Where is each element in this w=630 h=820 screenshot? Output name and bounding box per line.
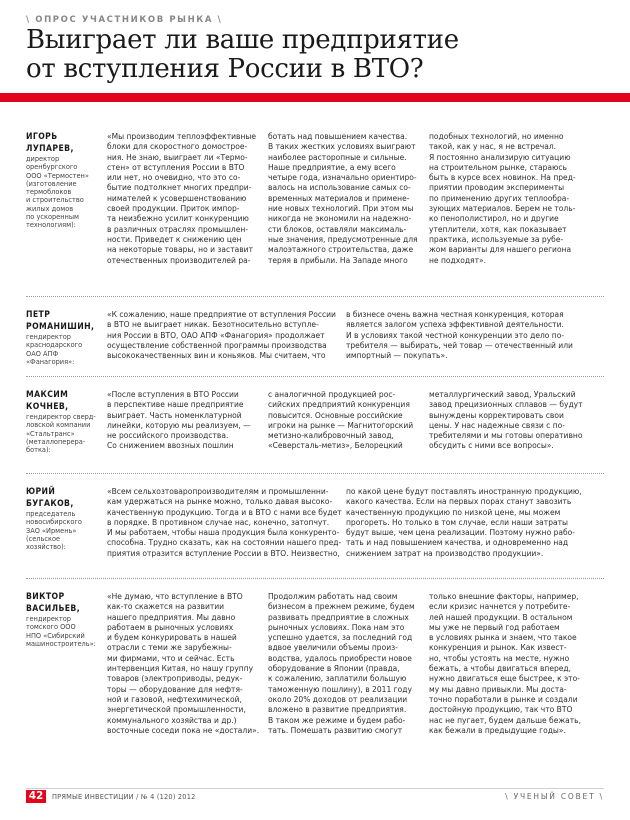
quote-line: блоки для скоростного домострое- — [107, 142, 248, 152]
title-line-1: Выиграет ли ваше предприятие — [26, 25, 459, 55]
quote-line: приятии проводим эксперименты — [429, 183, 565, 193]
quote-line: мы уже не первый год работаем — [429, 622, 560, 632]
quote-line: жом варианты для нашего региона — [429, 245, 572, 255]
quote-line: му мы давно привыкли. Мы доста- — [429, 684, 567, 694]
respondent-position-line: новосибирского — [26, 518, 82, 527]
respondent-position-line: технологиям): — [26, 221, 76, 230]
quote-line: отрасли с теми же зарубежны- — [107, 643, 232, 653]
quote-line: или нет, но очевидно, что это со- — [107, 173, 241, 183]
quote-line: восточные соседи пока не «достали». — [107, 725, 260, 735]
quote-line: работаем в рыночных условиях — [107, 622, 234, 632]
quote-line: тать. Помешать развитию смогут — [268, 725, 403, 735]
red-accent-bar — [0, 93, 630, 102]
quote-line: является залогом успеха эффективной деятельности. — [346, 320, 564, 330]
quote-line: вынуждены корректировать свои — [429, 410, 564, 420]
quote-line: на некоторые товары, но и заставит — [107, 245, 253, 255]
respondent-name: ВАСИЛЬЕВ, — [26, 603, 81, 614]
quote-line: интервенция Китая, но нашу группу — [107, 664, 254, 674]
quote-line: подобных технологий, но именно — [429, 132, 564, 141]
section-label: \ УЧЕНЫЙ СОВЕТ \ — [505, 792, 604, 801]
quote-line: нашего предприятия. Мы давно — [107, 612, 236, 622]
respondent-position-line: по ускоренным — [26, 213, 80, 222]
quote-line: в бизнесе очень важна честная конкуренция, которая — [346, 310, 564, 319]
respondent-position-line: ловской компании — [26, 421, 91, 430]
quote-line: зующих материалов. Берем не толь- — [429, 204, 576, 214]
quote-line: какого качества. Если на первых порах станут завозить — [346, 497, 572, 507]
quote-column — [107, 592, 265, 736]
quote-line: бизнесом в прежнем режиме, будем — [268, 602, 415, 612]
quote-line: быть в курсе всех новинок. На пред- — [429, 173, 576, 183]
quote-line: развивать предприятие в сложных — [268, 612, 409, 622]
quote-line: утеплители, хотя, как показывает — [429, 224, 567, 234]
respondent-position-line: гендиректор — [26, 333, 71, 341]
quote-line: как-то скажется на развитии — [107, 602, 225, 612]
quote-line: никогда не экономили на надежно- — [268, 214, 412, 224]
quote-line: около 20% доходов от реализации — [268, 694, 408, 704]
quote-line: такой, как у нас, я не встречал. — [429, 142, 557, 152]
quote-line: метизно-калибровочный завод, — [268, 431, 394, 441]
respondent-name: РОМАНИШИН, — [26, 321, 95, 332]
respondent-position-line: «Стальтранс» — [26, 429, 75, 438]
respondent-position-line: (изготовление — [26, 179, 77, 188]
quote-line: завод прецизионных сплавов — будут — [429, 400, 583, 410]
quote-line: в различных отраслях промышлен- — [107, 224, 249, 234]
quote-line: «Не думаю, что вступление в ВТО — [107, 592, 243, 601]
section-divider — [26, 376, 604, 377]
quote-line: отечественных производителей ра- — [107, 255, 251, 265]
quote-line: нужно двигаться еще быстрее, к это- — [429, 674, 580, 684]
respondent-name: БУГАКОВ, — [26, 498, 74, 509]
quote-line: повысится. Основные российские — [268, 410, 403, 420]
respondent-name: ИГОРЬ — [26, 132, 58, 142]
quote-column — [268, 390, 426, 452]
quote-line: торы — оборудование для нефтя- — [107, 684, 243, 694]
quote-line: та неизбежно усилит конкуренцию — [107, 214, 249, 224]
respondent-name: ЛУПАРЕВ, — [26, 143, 74, 154]
quote-column — [268, 592, 426, 736]
quote-column — [268, 132, 426, 266]
respondent-position-line: гендиректор сверд- — [26, 413, 96, 421]
respondent-name: КОЧНЕВ, — [26, 401, 69, 412]
quote-line: обсудить с ними все вопросы». — [429, 441, 554, 451]
respondent-position-line: (металлоперера- — [26, 437, 86, 446]
quote-line: конкуренция и рынок. Как извест- — [429, 643, 567, 653]
respondent-position-line: жилых домов — [26, 204, 74, 213]
quote-line: прогореть. Но только в том случае, если наши затраты — [346, 517, 568, 527]
respondent-name: ВИКТОР — [26, 592, 65, 602]
quote-line: рыночных условиях. Пока нам это — [268, 622, 405, 632]
quote-line: стен» от вступления России в ВТО — [107, 162, 245, 172]
quote-line: энергетической промышленности, — [107, 705, 246, 715]
quote-line: Я постоянно анализирую ситуацию — [429, 152, 571, 162]
respondent-position-line: оренбургского — [26, 163, 78, 172]
quote-line: «Всем сельхозтоваропроизводителям и промышленни- — [107, 487, 329, 496]
respondent-position-line: ЗАО «Ирмень» — [26, 526, 77, 535]
quote-line: малоэтажного строительства, даже — [268, 245, 414, 255]
quote-line: ния. Не знаю, выиграет ли «Термо- — [107, 152, 248, 162]
quote-line: «После вступления в ВТО России — [107, 390, 239, 399]
respondent-position-line: «Фанагория»: — [26, 357, 75, 366]
quote-line: качественную продукцию. Тогда и в ВТО с нами все будет — [107, 507, 342, 517]
respondent-position-line: машиностроитель»: — [26, 639, 96, 648]
respondent-position-line: НПО «Сибирский — [26, 631, 85, 640]
quote-line: «Северсталь-метиз», Белорецкий — [268, 441, 403, 451]
respondent-position-line: термоблоков — [26, 188, 72, 197]
quote-column — [107, 390, 265, 452]
quote-line: цены. У нас надежные связи с по- — [429, 420, 566, 430]
respondent-position-line: ООО «Термостен» — [26, 171, 89, 180]
quote-line: снижением затрат на производство продукции». — [346, 548, 544, 558]
footer-rule — [26, 788, 604, 789]
quote-line: достойную продукцию, так что ВТО — [429, 705, 573, 715]
quote-column — [429, 390, 594, 452]
quote-line: сийских предприятий конкуренция — [268, 400, 410, 410]
page-title — [26, 26, 606, 84]
quote-line: четыре года, изначально ориентиро- — [268, 173, 417, 183]
quote-line: ния России в ВТО, ОАО АПФ «Фанагория» продолжает — [107, 330, 325, 340]
quote-line: коммунального хозяйства и др.) — [107, 715, 237, 725]
quote-line: высококачественных вин и коньяков. Мы считаем, что — [107, 351, 326, 361]
quote-line: своей продукции. Приток импор- — [107, 204, 240, 214]
respondent-position-line: хозяйство): — [26, 543, 66, 552]
quote-line: в порядке. В противном случае нас, конечно, затопчут. — [107, 517, 330, 527]
quote-line: линейки, которую мы реализуем, — — [107, 420, 251, 430]
quote-line: точно поработали в рынке и создали — [429, 694, 578, 704]
quote-line: как бежали в предыдущие годы». — [429, 725, 566, 735]
title-line-2: от вступления России в ВТО? — [26, 54, 424, 84]
quote-column — [429, 592, 594, 736]
quote-line: нимателей к усовершенствованию — [107, 193, 247, 203]
quote-line: ности. Приведет к снижению цен — [107, 234, 242, 244]
quote-line: таможенную пошлину), в 2011 году — [268, 684, 412, 694]
quote-column — [346, 487, 586, 559]
quote-line: по какой цене будут поставлять иностранную продукцию, — [346, 487, 582, 496]
quote-line: временных материалов и примене- — [268, 193, 410, 203]
quote-line: если кризис начнется у потребите- — [429, 602, 571, 612]
quote-line: требителя — выбирать, чей товар — отечественный или — [346, 340, 573, 350]
quote-line: вдвое увеличили объемы произ- — [268, 643, 398, 653]
rubric: \ ОПРОС УЧАСТНИКОВ РЫНКА \ — [26, 15, 223, 25]
quote-line: качественную продукцию по низкой цене, мы можем — [346, 507, 561, 517]
quote-line: Продолжим работать над своим — [268, 592, 398, 601]
respondent-position-line: томского ООО — [26, 623, 76, 632]
quote-line: теряя в прибыли. На Западе много — [268, 255, 408, 265]
quote-line: только внешние факторы, например, — [429, 592, 579, 601]
quote-line: В таких жестких условиях выиграют — [268, 142, 416, 152]
quote-line: оборудование в Японии (правда, — [268, 664, 400, 674]
respondent-position-line: ботка): — [26, 446, 51, 455]
quote-line: ми фирмами, что и сейчас. Есть — [107, 653, 235, 663]
respondent-name: МАКСИМ — [26, 390, 69, 400]
quote-line: приятия отразится вступление России в ВТО. Неизвестно, — [107, 548, 340, 558]
quote-column — [107, 487, 342, 559]
section-divider — [26, 296, 604, 297]
quote-line: будут выше, чем цена реализации. Поэтому нужно рабо- — [346, 528, 576, 538]
quote-line: лей нашей продукции. В остальном — [429, 612, 573, 622]
quote-line: нас не пугает, будем дальше бежать, — [429, 715, 582, 725]
quote-line: способна. Трудно сказать, как на состоянии нашего пред- — [107, 538, 342, 548]
quote-line: валось на использование самых со- — [268, 183, 411, 193]
quote-line: бежать, а чтобы двигаться вперед, — [429, 664, 572, 674]
quote-line: ко пенополистирол, но и другие — [429, 214, 559, 224]
respondent-position-line: (сельское — [26, 534, 61, 543]
quote-line: ные значения, предусмотренные для — [268, 234, 418, 244]
quote-line: в ВТО не выиграет никак. Безотносительно вступле- — [107, 320, 319, 330]
quote-line: на строительном рынке, стараюсь — [429, 162, 567, 172]
quote-line: ние новых технологий. При этом мы — [268, 204, 414, 214]
quote-line: бытие подтолкнет многих предпри- — [107, 183, 252, 193]
quote-line: выиграет. Часть номенклатурной — [107, 410, 242, 420]
quote-line: товаров (электроприводы, редук- — [107, 674, 243, 684]
quote-line: И мы работаем, чтобы наша продукция была конкуренто- — [107, 528, 340, 538]
quote-line: И в условиях такой честной конкуренции это дело по- — [346, 330, 565, 340]
quote-line: по применению других теплообра- — [429, 193, 570, 203]
quote-line: в условиях рынка и знаем, что такое — [429, 633, 577, 643]
respondent-name: ЮРИЙ — [26, 487, 56, 497]
quote-line: «Мы производим теплоэффективные — [107, 132, 256, 141]
quote-line: ной и газовой, нефтехимической, — [107, 694, 242, 704]
quote-line: игроки на рынке — Магнитогорский — [268, 420, 414, 430]
quote-line: осуществление собственной программы производства — [107, 340, 327, 350]
quote-line: ботать над повышением качества. — [268, 132, 408, 141]
respondent-info — [26, 487, 96, 551]
quote-line: тать и над повышением качества, и одновременно над — [346, 538, 569, 548]
quote-line: практика, используемые за рубе- — [429, 234, 564, 244]
respondent-position-line: председатель — [26, 510, 76, 518]
respondent-position-line: и строительство — [26, 196, 84, 205]
page-number: 42 — [26, 790, 46, 803]
quote-line: В таком же режиме и будем рабо- — [268, 715, 406, 725]
quote-line: требителями и мы готовы оперативно — [429, 431, 583, 441]
quote-line: и будем конкурировать в нашей — [107, 633, 237, 643]
respondent-position-line: ОАО АПФ — [26, 349, 59, 358]
quote-line: с аналогичной продукцией рос- — [268, 390, 396, 399]
quote-line: вложено в развитие предприятия. — [268, 705, 407, 715]
section-divider — [26, 473, 604, 474]
quote-line: импортный — покупать». — [346, 351, 448, 361]
respondent-info — [26, 310, 96, 366]
quote-line: к сожалению, заплатили большую — [268, 674, 407, 684]
quote-line: успешно удается, за последний год — [268, 633, 413, 643]
magazine-issue: ПРЯМЫЕ ИНВЕСТИЦИИ / № 4 (120) 2012 — [52, 793, 196, 801]
quote-line: наиболее расторопные и сильные. — [268, 152, 407, 162]
section-divider — [26, 578, 604, 579]
quote-line: кам удержаться на рынке можно, только давая высоко- — [107, 497, 333, 507]
quote-line: Наше предприятие, а ему всего — [268, 162, 396, 172]
quote-line: водства, удалось приобрести новое — [268, 653, 412, 663]
respondent-info — [26, 132, 96, 230]
quote-line: в перспективе наше предприятие — [107, 400, 244, 410]
quote-line: не подходят». — [429, 255, 486, 265]
respondent-position-line: гендиректор — [26, 615, 71, 623]
quote-line: не российского производства. — [107, 431, 229, 441]
quote-column — [429, 132, 589, 266]
quote-column — [107, 132, 265, 266]
quote-line: но, чтобы устоять на месте, нужно — [429, 653, 570, 663]
respondent-info — [26, 592, 96, 648]
quote-line: Со снижением ввозных пошлин — [107, 441, 234, 451]
quote-column — [107, 310, 342, 361]
quote-line: металлургический завод, Уральский — [429, 390, 576, 399]
respondent-position-line: краснодарского — [26, 341, 83, 350]
quote-line: сти блоков, оставляли максималь- — [268, 224, 407, 234]
respondent-name: ПЕТР — [26, 310, 51, 320]
quote-line: «К сожалению, наше предприятие от вступления России — [107, 310, 336, 319]
respondent-info — [26, 390, 96, 454]
respondent-position-line: директор — [26, 155, 60, 163]
quote-column — [346, 310, 586, 361]
